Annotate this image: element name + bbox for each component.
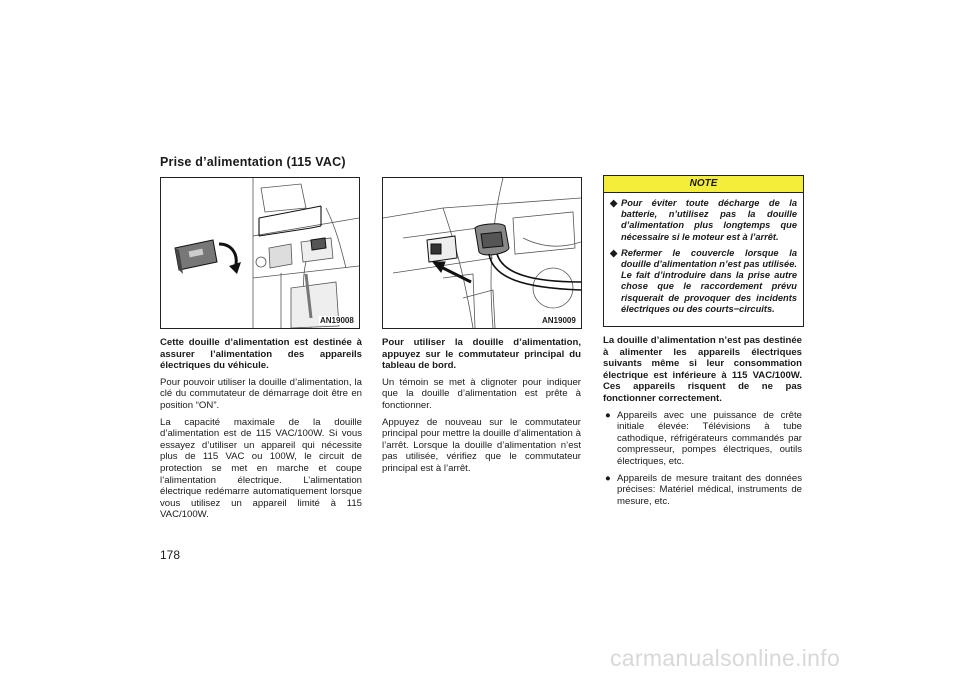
list-item — [603, 410, 802, 468]
intro-paragraph: Pour utiliser la douille d’alimentation, appuyez sur le commutateur principal du tableau de bord. — [382, 337, 581, 372]
paragraph: Pour pouvoir utiliser la douille d’alimentation, la clé du commutateur de démarrage doit être en position “ON”. — [160, 376, 362, 411]
paragraph: Un témoin se met à clignoter pour indiquer que la douille d’alimentation est prête à fonctionner. — [382, 376, 581, 411]
intro-paragraph: Cette douille d’alimentation est destinée à assurer l’alimentation des appareils électriques du véhicule. — [160, 337, 362, 372]
note-item-text: Pour éviter toute décharge de la batterie, n’utilisez pas la douille d’alimentation plus longtemps que nécessaire si le moteur est à l’arrêt. — [621, 198, 797, 242]
note-item-text: Refermer le couvercle lorsque la douille d’alimentation n’est pas utilisée. Le fait d’introduire dans la prise autre chose que le raccordement prévu risquerait de provoquer des incidents électriques ou des courts−circuits. — [621, 247, 797, 314]
diamond-icon: ◆ — [610, 247, 618, 258]
note-box — [603, 175, 804, 327]
figure-main-switch — [382, 177, 582, 329]
main-switch-illustration — [383, 178, 581, 328]
figure-code: AN19008 — [320, 316, 354, 325]
outlet-cover-illustration — [161, 178, 359, 328]
list-item-text: Appareils de mesure traitant des données précises: Matériel médical, instruments de mesure, etc. — [617, 472, 802, 507]
figure-power-outlet-cover — [160, 177, 360, 329]
diamond-icon: ◆ — [610, 198, 618, 208]
page-number: 178 — [160, 548, 181, 562]
note-item — [610, 248, 797, 315]
left-column — [160, 337, 362, 526]
right-column — [603, 335, 802, 512]
intro-paragraph: La douille d’alimentation n’est pas destinée à alimenter les appareils électriques suivants même si leur consommation électrique est inférieure à 115 VAC/100W. Ces appareils risquent de ne pas fonctionner correctement. — [603, 335, 802, 404]
note-header: NOTE — [604, 176, 803, 193]
list-item — [603, 473, 802, 508]
section-title: Prise d’alimentation (115 VAC) — [160, 155, 346, 169]
figure-code: AN19009 — [542, 316, 576, 325]
note-body — [604, 193, 803, 315]
filled-circle-icon: ● — [605, 472, 611, 484]
watermark: carmanualsonline.info — [610, 645, 841, 671]
paragraph: Appuyez de nouveau sur le commutateur principal pour mettre la douille d’alimentation à l’arrêt. Lorsque la douille d’alimentation n’est pas utilisée, vérifiez que le commutateur principal est à l’arrêt. — [382, 416, 581, 474]
middle-column — [382, 337, 581, 480]
note-item — [610, 198, 797, 243]
filled-circle-icon: ● — [605, 409, 611, 421]
paragraph: La capacité maximale de la douille d’alimentation est de 115 VAC/100W. Si vous essayez d’utiliser un appareil qui nécessite plus de 115 VAC ou 100W, le circuit de protection se met en marche et coupe l’alimentation électrique. L’alimentation électrique redémarre automatiquement lorsque vous utilisez un appareil limité à 115 VAC/100W. — [160, 416, 362, 521]
list-item-text: Appareils avec une puissance de crête initiale élevée: Télévisions à tube cathodique, réfrigérateurs commandés par compresseur, pompes électriques, outils électriques, etc. — [617, 409, 802, 467]
